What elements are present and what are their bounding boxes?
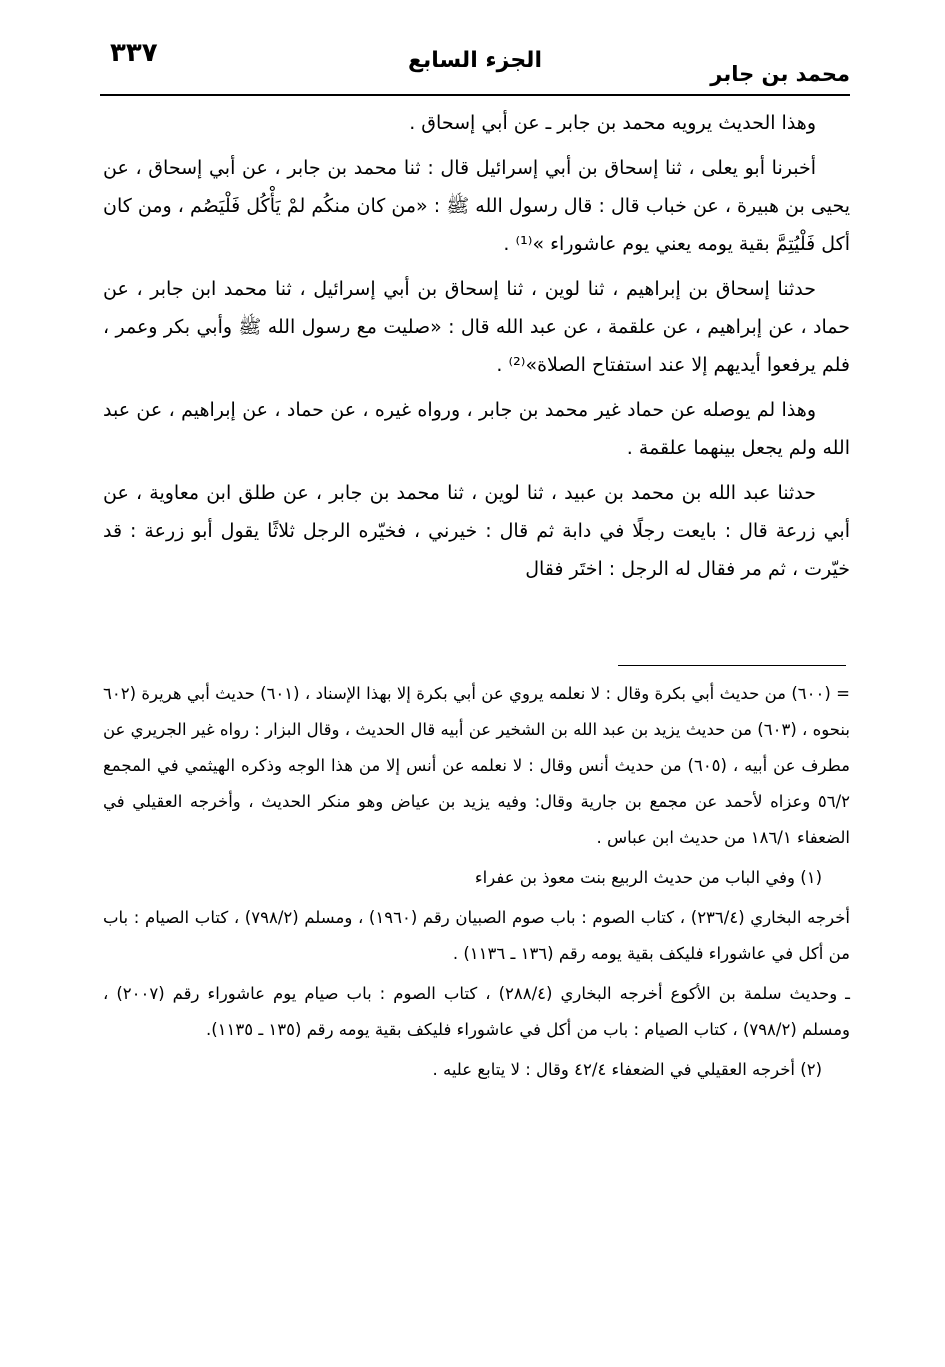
volume-title: الجزء السابع [408, 48, 542, 73]
body-paragraph-1: وهذا الحديث يرويه محمد بن جابر ـ عن أبي إسحاق . [409, 112, 816, 134]
footnote-1-body: أخرجه البخاري (٢٣٦/٤) ، كتاب الصوم : باب صوم الصبيان رقم (١٩٦٠) ، ومسلم (٧٩٨/٢) ، كتاب الصيام : باب من أكل في عاشوراء فليكف بقية يومه رقم (١٣٦ ـ ١١٣٦) . [103, 908, 851, 963]
footnote-divider [618, 665, 846, 666]
body-paragraph-4: وهذا لم يوصله عن حماد غير محمد بن جابر ، ورواه غيره ، عن حماد ، عن إبراهيم ، عن عبد الله ولم يجعل بينهما علقمة . [103, 399, 850, 459]
main-text [103, 104, 850, 595]
body-paragraph-5: حدثنا عبد الله بن محمد بن عبيد ، ثنا لوين ، ثنا محمد بن جابر ، عن طلق ابن معاوية ، عن أبي زرعة قال : بايعت رجلًا في دابة ثم قال : خيرني ، فخيّره الرجل ثلاثًا يقول أبو زرعة : قد خيّرت ، ثم مر فقال له الرجل : اختَر فقال [103, 482, 850, 580]
footnote-1-title: (١) وفي الباب من حديث الربيع بنت معوذ بن عفراء [474, 868, 822, 887]
footnote-2: (٢) أخرجه العقيلي في الضعفاء ٤٢/٤ وقال : لا يتابع عليه . [432, 1060, 822, 1079]
header-divider [100, 94, 850, 96]
footnote-continuation: = (٦٠٠) من حديث أبي بكرة وقال : لا نعلمه يروي عن أبي بكرة إلا بهذا الإسناد ، (٦٠١) حديث أبي هريرة (٦٠٢ بنحوه ، (٦٠٣) من حديث يزيد بن عبد الله بن الشخير عن أبيه قال الحديث ، وقال البزار : رواه غير الجريري عن مطرف عن أبيه ، (٦٠٥) من حديث أنس وقال : لا نعلمه عن أنس إلا من هذا الوجه وذكره الهيثمي في المجمع ٥٦/٢ وعزاه لأحمد عن مجمع بن جارية وقال: وفيه يزيد بن عياض وهو منكر الحديث ، وأخرجه العقيلي في الضعفاء ١٨٦/١ من حديث ابن عباس . [103, 684, 850, 847]
page-number: ٣٣٧ [110, 38, 158, 68]
body-paragraph-2: أخبرنا أبو يعلى ، ثنا إسحاق بن أبي إسرائيل قال : ثنا محمد بن جابر ، عن أبي إسحاق ، عن يحيى بن هبيرة ، عن خباب قال : قال رسول الله ﷺ : «من كان منكُم لمْ يَأْكُل فَلْيَصُم ، ومن كان أكل فَلْيُتِمَّ بقية يومه يعني يوم عاشوراء »⁽¹⁾ . [103, 157, 850, 255]
footnote-1-extra: ـ وحديث سلمة بن الأكوع أخرجه البخاري (٢٨٨/٤) ، كتاب الصوم : باب صيام يوم عاشوراء رقم (٢٠٠٧) ، ومسلم (٧٩٨/٢) ، كتاب الصيام : باب من أكل في عاشوراء فليكف بقية يومه رقم (١٣٥ ـ ١١٣٥). [103, 984, 850, 1039]
body-paragraph-3: حدثنا إسحاق بن إبراهيم ، ثنا لوين ، ثنا إسحاق بن أبي إسرائيل ، ثنا محمد ابن جابر ، عن حماد ، عن إبراهيم ، عن علقمة ، عن عبد الله قال : «صليت مع رسول الله ﷺ وأبي بكر وعمر ، فلم يرفعوا أيديهم إلا عند استفتاح الصلاة»⁽²⁾ . [103, 278, 850, 376]
footnotes-section [103, 676, 850, 1092]
running-head-narrator: محمد بن جابر [710, 62, 850, 86]
page-header [100, 30, 850, 92]
